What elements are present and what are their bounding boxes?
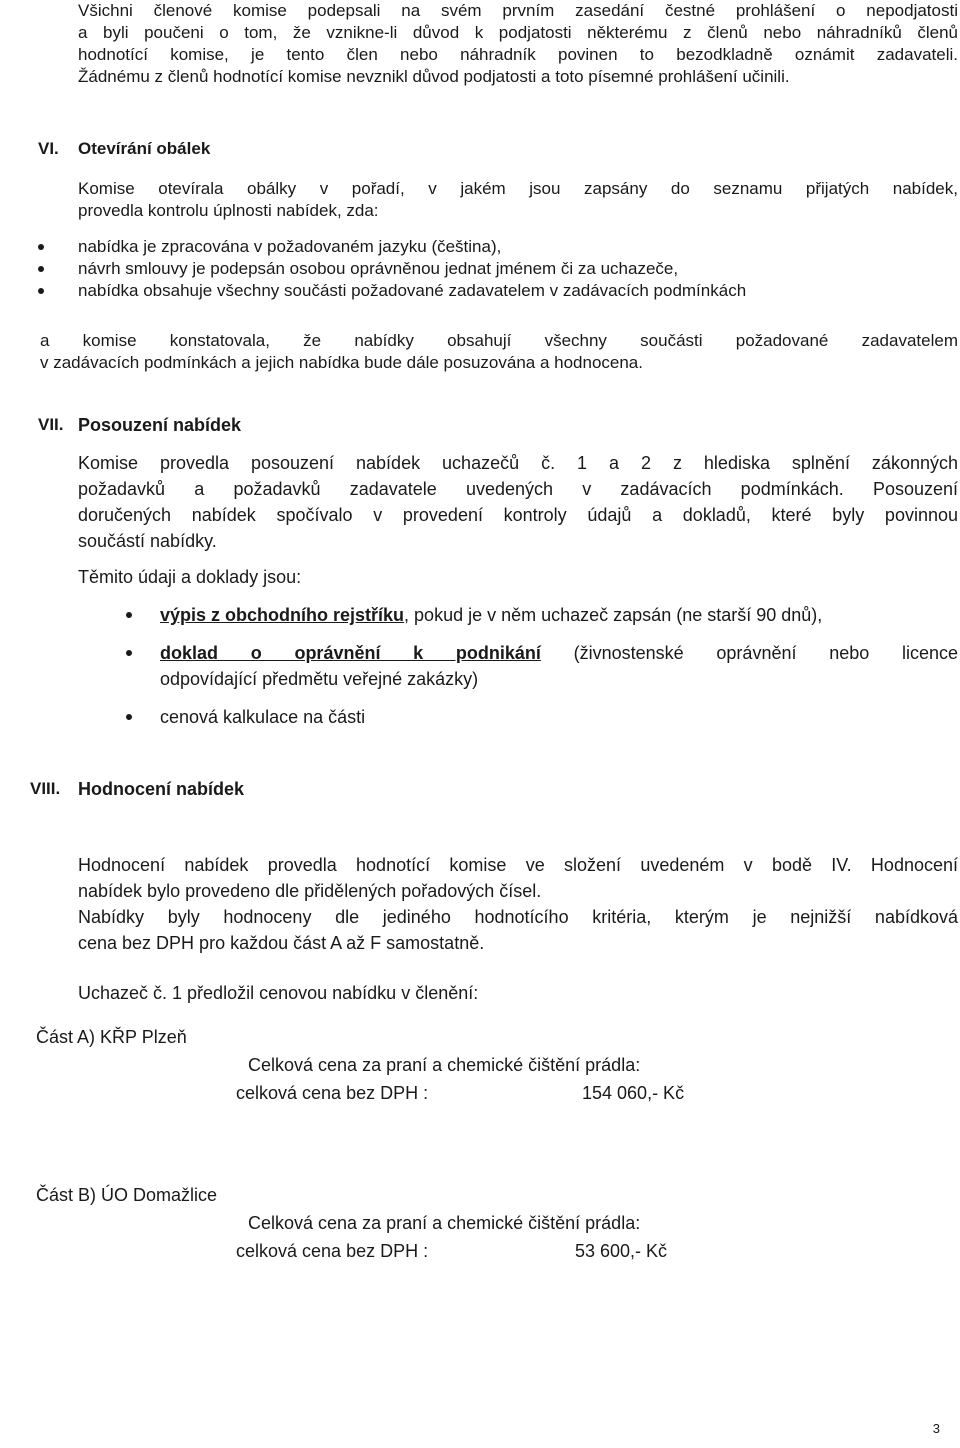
- bullet-icon: [126, 714, 132, 720]
- conclusion-line: v zadávacích podmínkách a jejich nabídka bude dále posuzována a hodnocena.: [40, 353, 643, 372]
- section-7-line: požadavků a požadavků zadavatele uvedených v zadávacích podmínkách. Posouzení: [78, 479, 958, 499]
- list-item: [0, 280, 960, 302]
- list-item-text: [160, 640, 958, 666]
- item-bold-text: doklad o oprávnění k podnikání: [160, 643, 541, 663]
- item-rest-text: , pokud je v něm uchazeč zapsán (ne starší 90 dnů),: [404, 605, 823, 625]
- section-8-line: Nabídky byly hodnoceny dle jediného hodnotícího kritéria, kterým je nejnižší nabídková: [78, 907, 958, 927]
- section-6-line: provedla kontrolu úplnosti nabídek, zda:: [78, 201, 379, 220]
- list-item: [0, 640, 960, 692]
- list-item-text: návrh smlouvy je podepsán osobou oprávněnou jednat jménem či za uchazeče,: [78, 259, 679, 278]
- section-6-number: VI.: [38, 139, 59, 158]
- bullet-icon: [38, 244, 44, 250]
- part-a-name: Část A) KŘP Plzeň: [36, 1027, 187, 1047]
- item-rest-text-2: odpovídající předmětu veřejné zakázky): [160, 669, 479, 689]
- part-a-total-label: Celková cena za praní a chemické čištění prádla:: [248, 1055, 641, 1075]
- bullet-icon: [126, 650, 132, 656]
- bullet-icon: [38, 266, 44, 272]
- section-6-paragraph: [78, 178, 958, 222]
- part-a-price-label: celková cena bez DPH :: [236, 1083, 429, 1103]
- item-bold-text: výpis z obchodního rejstříku: [160, 605, 405, 625]
- list-item-text: nabídka je zpracována v požadovaném jazyku (čeština),: [78, 237, 502, 256]
- intro-line: Všichni členové komise podepsali na svém prvním zasedání čestné prohlášení o nepodjatosti: [78, 1, 958, 20]
- bullet-icon: [38, 288, 44, 294]
- section-8-paragraph-1: [78, 852, 958, 956]
- section-7-number: VII.: [38, 415, 64, 434]
- list-item: [0, 704, 960, 730]
- page-number: 3: [932, 1421, 940, 1436]
- uchazec-line: Uchazeč č. 1 předložil cenovou nabídku v členění:: [78, 983, 479, 1003]
- section-6-title: Otevírání obálek: [78, 139, 211, 158]
- list-item: [0, 236, 960, 258]
- section-8-line: cena bez DPH pro každou část A až F samostatně.: [78, 933, 485, 953]
- section-7-line: doručených nabídek spočívalo v provedení kontroly údajů a dokladů, které byly povinnou: [78, 505, 958, 525]
- part-b-name: Část B) ÚO Domažlice: [36, 1185, 218, 1205]
- docs-label: Těmito údaji a doklady jsou:: [78, 567, 302, 587]
- intro-line: a byli poučeni o tom, že vznikne-li důvod k podjatosti některému z členů nebo náhradníků členů: [78, 23, 958, 42]
- intro-line: hodnotící komise, je tento člen nebo náhradník povinen to bezodkladně oznámit zadavateli.: [78, 45, 958, 64]
- conclusion-line: a komise konstatovala, že nabídky obsahují všechny součásti požadované zadavatelem: [40, 331, 958, 350]
- part-a-price-value: 154 060,- Kč: [582, 1083, 685, 1103]
- item-rest-text: (živnostenské oprávnění nebo licence: [540, 643, 958, 663]
- list-item-text: nabídka obsahuje všechny součásti požadované zadavatelem v zadávacích podmínkách: [78, 281, 747, 300]
- part-b-price-value: 53 600,- Kč: [575, 1241, 668, 1261]
- list-item: [0, 602, 960, 628]
- section-7-line: Komise provedla posouzení nabídek uchazečů č. 1 a 2 z hlediska splnění zákonných: [78, 453, 958, 473]
- section-6-line: Komise otevírala obálky v pořadí, v jakém jsou zapsány do seznamu přijatých nabídek,: [78, 179, 958, 198]
- section-7-title: Posouzení nabídek: [78, 415, 242, 435]
- list-item-text: [160, 602, 822, 628]
- section-8-line: Hodnocení nabídek provedla hodnotící komise ve složení uvedeném v bodě IV. Hodnocení: [78, 855, 958, 875]
- section-8-number: VIII.: [30, 779, 61, 798]
- part-b-price-label: celková cena bez DPH :: [236, 1241, 429, 1261]
- part-b-total-label: Celková cena za praní a chemické čištění prádla:: [248, 1213, 641, 1233]
- section-8-line: nabídek bylo provedeno dle přidělených pořadových čísel.: [78, 881, 542, 901]
- section-6-conclusion: [40, 330, 958, 374]
- list-item: [0, 258, 960, 280]
- section-7-line: součástí nabídky.: [78, 531, 217, 551]
- intro-paragraph: [78, 0, 958, 88]
- bullet-icon: [126, 612, 132, 618]
- list-item-text: cenová kalkulace na části: [160, 707, 366, 727]
- section-6-bullet-list: [0, 236, 960, 302]
- section-7-paragraph: [78, 450, 958, 554]
- section-8-title: Hodnocení nabídek: [78, 779, 245, 799]
- intro-line: Žádnému z členů hodnotící komise nevznikl důvod podjatosti a toto písemné prohlášení učinili.: [78, 67, 790, 86]
